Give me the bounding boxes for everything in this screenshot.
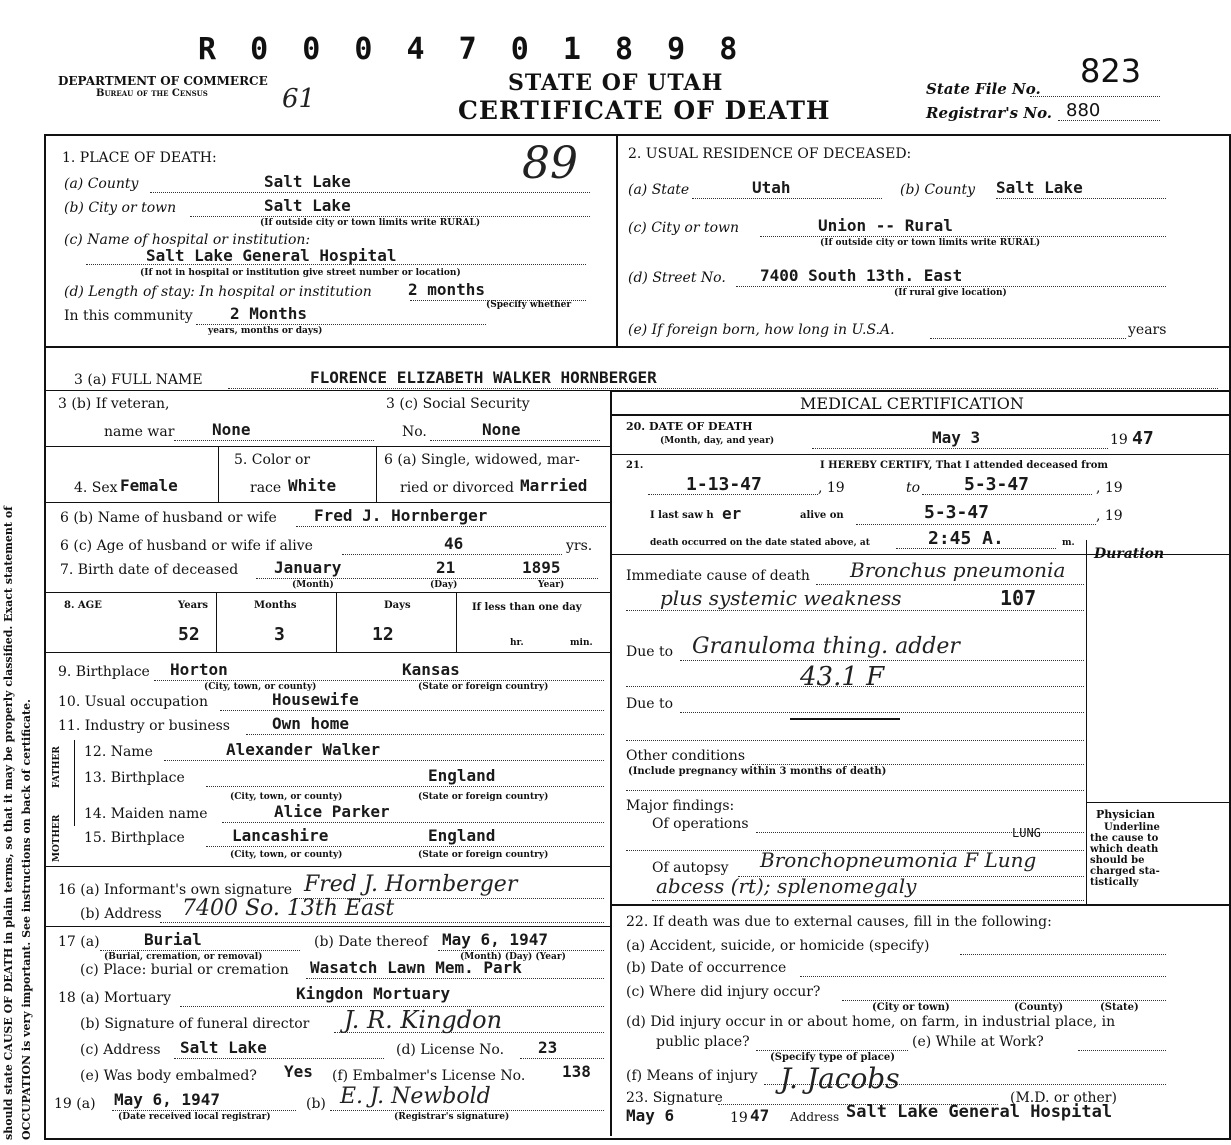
race-value: White [288,476,337,495]
specify-place-hint: (Specify type of place) [770,1052,895,1063]
veteran-label: 3 (b) If veteran, [58,396,170,412]
operations-note: LUNG [1012,826,1041,840]
occurred-label: death occurred on the date stated above, at [650,538,870,548]
serial-number: R 0 0 0 4 7 0 1 8 9 8 [198,32,746,67]
industry-label: 11. Industry or business [58,718,230,734]
side-note-line2: OCCUPATION is very important. See instructions on back of certificate. [20,699,33,1140]
marital-value: Married [520,476,588,495]
birthplace-city-hint: (City, town, or county) [204,682,317,692]
burial-type-hint: (Burial, cremation, or removal) [104,952,263,962]
birthplace-state-hint: (State or foreign country) [418,682,549,692]
years-header: Years [178,600,209,611]
signed-year-prefix: 19 [730,1110,748,1126]
physician-note-line: Underline [1104,822,1160,833]
physician-heading: Physician [1096,808,1156,821]
immediate-cause-code: 107 [1000,586,1037,610]
autopsy-finding-1: Bronchopneumonia F Lung [760,848,1037,872]
informant-address: 7400 So. 13th East [182,896,395,921]
industry-value: Own home [272,714,350,733]
received-value: May 6, 1947 [114,1090,220,1109]
last-saw-value: 5-3-47 [924,502,990,523]
mother-state-hint: (State or foreign country) [418,850,549,860]
embalmed-label: (e) Was body embalmed? [80,1068,257,1084]
physician-note-line: tistically [1090,877,1139,888]
birthplace-state-value: Kansas [402,660,460,679]
burial-type-value: Burial [144,930,202,949]
father-name-value: Alexander Walker [226,740,381,759]
father-state-hint: (State or foreign country) [418,792,549,802]
mother-birth-label: 15. Birthplace [84,830,185,846]
spouse-value: Fred J. Hornberger [314,506,488,525]
license-value: 23 [538,1038,558,1057]
full-name-label: 3 (a) FULL NAME [74,372,203,388]
specify-note: (Specify whether [486,300,572,310]
due-to-code: 43.1 F [800,662,885,692]
marital-label-1: 6 (a) Single, widowed, mar- [384,452,580,468]
father-birth-label: 13. Birthplace [84,770,185,786]
received-label: 19 (a) [54,1096,96,1112]
death-year-prefix: 19 [1110,432,1128,448]
stay-hospital-value: 2 months [408,280,486,299]
major-findings-label: Major findings: [626,798,735,814]
less-than-day-header: If less than one day [472,602,582,613]
injury-where-label: (c) Where did injury occur? [626,984,821,1000]
age-months-value: 3 [274,624,285,645]
physician-note [1090,822,1160,888]
res-street-note: (If rural give location) [894,288,1007,298]
res-city-value: Union -- Rural [818,216,953,235]
immediate-cause-2: plus systemic weakness [660,586,902,610]
death-city-value: Salt Lake [264,196,351,215]
death-date-value: May 3 [932,428,981,447]
means-label: (f) Means of injury [626,1068,758,1084]
sex-value: Female [120,476,178,495]
color-label: 5. Color or [234,452,311,468]
immediate-cause-1: Bronchus pneumonia [850,558,1066,582]
bureau-label: Bureau of the Census [96,88,208,99]
place-code-handwriting: 89 [522,138,578,189]
burial-type-label: 17 (a) [58,934,100,950]
mother-birth-state-value: England [428,826,496,845]
stay-label: (d) Length of stay: In hospital or institution [64,284,372,300]
corner-handwriting: 61 [282,84,316,114]
certificate-title: CERTIFICATE OF DEATH [458,96,831,125]
director-label: (b) Signature of funeral director [80,1016,310,1032]
res-state-label: (a) State [628,182,690,198]
public-place-label: public place? [656,1034,750,1050]
injury-county-hint: (County) [1014,1002,1064,1013]
operations-label: Of operations [652,816,749,832]
injury-state-hint: (State) [1100,1002,1139,1013]
foreign-label: (e) If foreign born, how long in U.S.A. [628,322,895,338]
attended-to-value: 5-3-47 [964,474,1030,495]
mortuary-label: 18 (a) Mortuary [58,990,172,1006]
res-state-value: Utah [752,178,791,197]
registrar-signature: E. J. Newbold [340,1084,491,1109]
death-time-value: 2:45 A. [928,528,1004,549]
license-label: (d) License No. [396,1042,505,1058]
state-title: STATE OF UTAH [508,70,724,96]
stay-community-value: 2 Months [230,304,308,323]
res-street-value: 7400 South 13th. East [760,266,963,285]
autopsy-label: Of autopsy [652,860,729,876]
medical-heading: MEDICAL CERTIFICATION [800,394,1024,413]
month-hint: (Month) [292,580,334,590]
full-name-value: FLORENCE ELIZABETH WALKER HORNBERGER [310,368,657,387]
death-date-label: 20. DATE OF DEATH [626,420,753,433]
burial-address-value: Salt Lake [180,1038,267,1057]
mother-birth-city-value: Lancashire [232,826,329,845]
embalmed-value: Yes [284,1062,313,1081]
informant-signature: Fred J. Hornberger [304,872,518,897]
birth-year-value: 1895 [522,558,561,577]
m-label: m. [1062,538,1075,548]
father-city-hint: (City, town, or county) [230,792,343,802]
last-saw-label: I last saw h [650,510,714,521]
race-label: race [250,480,282,496]
birthplace-city-value: Horton [170,660,228,679]
mother-side-label: MOTHER [52,814,62,862]
burial-place-value: Wasatch Lawn Mem. Park [310,958,522,977]
marital-label-2: ried or divorced [400,480,514,496]
signed-date-value: May 6 [626,1106,675,1125]
days-header: Days [384,600,411,611]
other-conditions-hint: (Include pregnancy within 3 months of death) [628,766,887,777]
physician-note-line: the cause to [1090,833,1159,844]
months-header: Months [254,600,297,611]
res-county-label: (b) County [900,182,976,198]
informant-signature-label: 16 (a) Informant's own signature [58,882,293,898]
death-city-note: (If outside city or town limits write RURAL) [260,218,481,228]
occurrence-label: (b) Date of occurrence [626,960,787,976]
day-hint: (Day) [430,580,458,590]
ss-no-label: No. [402,424,427,440]
community-note: years, months or days) [208,326,323,336]
min-label: min. [570,638,593,648]
signed-year-value: 47 [750,1106,770,1125]
death-county-value: Salt Lake [264,172,351,191]
burial-date-value: May 6, 1947 [442,930,548,949]
age-years-value: 52 [178,624,200,645]
accident-label: (a) Accident, suicide, or homicide (specify) [626,938,930,954]
sex-label: 4. Sex [74,480,118,496]
informant-address-label: (b) Address [80,906,162,922]
last-saw-pronoun: er [722,504,742,523]
signer-address-label: Address [790,1110,840,1124]
death-year-value: 47 [1132,428,1154,449]
state-file-label: State File No. [926,80,1041,98]
yrs-label: yrs. [566,538,593,554]
side-note-line1: should state CAUSE OF DEATH in plain terms, so that it may be properly classified. Exact statement of [2,506,15,1140]
hospital-value: Salt Lake General Hospital [146,246,397,265]
residence-heading: 2. USUAL RESIDENCE OF DECEASED: [628,146,912,162]
md-label: (M.D. or other) [1010,1090,1117,1106]
occupation-value: Housewife [272,690,359,709]
war-value: None [212,420,251,439]
cert-number: 21. [626,460,644,471]
attended-from-value: 1-13-47 [686,474,762,495]
burial-address-label: (c) Address [80,1042,161,1058]
birthplace-label: 9. Birthplace [58,664,150,680]
res-county-value: Salt Lake [996,178,1083,197]
hospital-note: (If not in hospital or institution give street number or location) [140,268,461,278]
birth-date-label: 7. Birth date of deceased [60,562,239,578]
autopsy-finding-2: abcess (rt); splenomegaly [656,874,917,898]
to-year-label: , 19 [1096,480,1123,496]
mother-maiden-value: Alice Parker [274,802,390,821]
age-days-value: 12 [372,624,394,645]
mother-maiden-label: 14. Maiden name [84,806,208,822]
duration-header: Duration [1094,546,1165,562]
department-label: DEPARTMENT OF COMMERCE [58,74,268,88]
res-city-note: (If outside city or town limits write RURAL) [820,238,1041,248]
due-to-value-1: Granuloma thing. adder [692,634,960,659]
alive-label: alive on [800,510,844,521]
to-label: to [906,480,921,496]
embalmer-value: 138 [562,1062,591,1081]
birth-month-value: January [274,558,342,577]
registrar-label: Registrar's No. [926,104,1053,122]
mortuary-value: Kingdon Mortuary [296,984,451,1003]
signature-label: 23. Signature [626,1090,723,1106]
burial-date-label: (b) Date thereof [314,934,428,950]
registrar-sig-hint: (Registrar's signature) [394,1112,510,1122]
hospital-label: (c) Name of hospital or institution: [64,232,311,248]
spouse-age-label: 6 (c) Age of husband or wife if alive [60,538,313,554]
received-hint: (Date received local registrar) [118,1112,271,1122]
ss-no-value: None [482,420,521,439]
foreign-suffix: years [1128,322,1167,338]
burial-place-label: (c) Place: burial or cremation [80,962,289,978]
mother-city-hint: (City, town, or county) [230,850,343,860]
ss-label: 3 (c) Social Security [386,396,530,412]
death-city-label: (b) City or town [64,200,177,216]
age-label: 8. AGE [64,600,102,611]
father-side-label: FATHER [52,746,62,788]
certify-text: I HEREBY CERTIFY, That I attended deceased from [820,460,1109,471]
death-date-hint: (Month, day, and year) [660,436,775,446]
injury-city-hint: (City or town) [872,1002,950,1013]
spouse-age-value: 46 [444,534,464,553]
embalmer-label: (f) Embalmer's License No. [332,1068,526,1084]
physician-note-line: should be [1090,855,1145,866]
father-birth-value: England [428,766,496,785]
war-label: name war [104,424,175,440]
hr-label: hr. [510,638,524,648]
other-conditions-label: Other conditions [626,748,746,764]
registrar-sig-prefix: (b) [306,1096,326,1112]
due-to-label-2: Due to [626,696,674,712]
while-at-work-label: (e) While at Work? [912,1034,1044,1050]
injury-place-label: (d) Did injury occur in or about home, on farm, in industrial place, in [626,1014,1116,1030]
director-signature: J. R. Kingdon [344,1006,503,1034]
year-hint: Year) [538,580,565,590]
place-of-death-heading: 1. PLACE OF DEATH: [62,150,217,166]
registrar-number: 880 [1066,100,1101,121]
community-label: In this community [64,308,193,324]
occupation-label: 10. Usual occupation [58,694,208,710]
last-saw-year-label: , 19 [1096,508,1123,524]
res-city-label: (c) City or town [628,220,740,236]
death-county-label: (a) County [64,176,139,192]
res-street-label: (d) Street No. [628,270,726,286]
immediate-cause-label: Immediate cause of death [626,568,810,584]
birth-day-value: 21 [436,558,456,577]
physician-note-line: charged sta- [1090,866,1160,877]
due-to-label-1: Due to [626,644,674,660]
state-file-number: 823 [1080,52,1142,90]
burial-date-hint: (Month) (Day) (Year) [460,952,566,962]
father-name-label: 12. Name [84,744,153,760]
physician-note-line: which death [1090,844,1159,855]
from-year-label: , 19 [818,480,845,496]
signer-address-value: Salt Lake General Hospital [846,1102,1113,1122]
spouse-label: 6 (b) Name of husband or wife [60,510,277,526]
external-label: 22. If death was due to external causes, fill in the following: [626,914,1052,930]
physician-signature: J. Jacobs [780,1062,900,1095]
